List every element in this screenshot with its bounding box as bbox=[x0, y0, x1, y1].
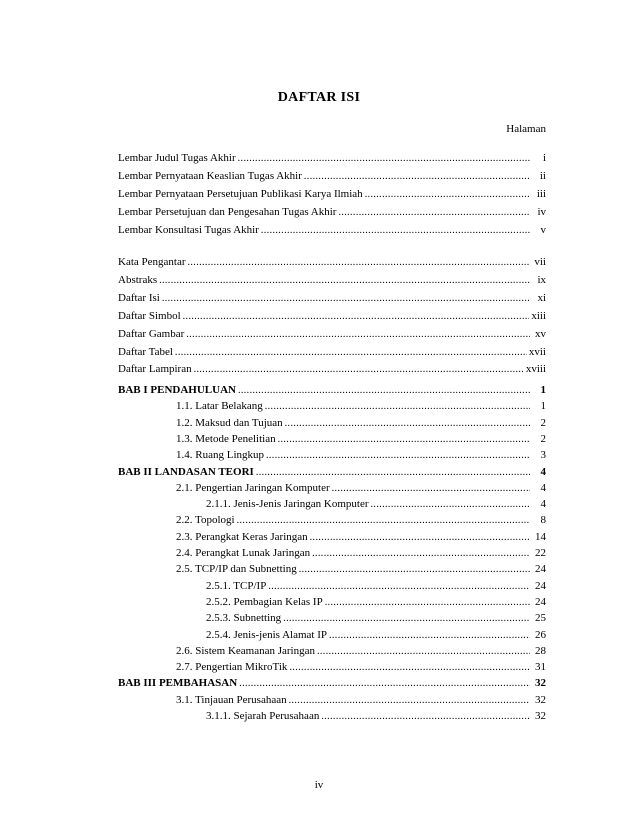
toc-entry-label: 2.4. Perangkat Lunak Jaringan bbox=[176, 547, 311, 559]
toc-entry-page: 24 bbox=[535, 595, 546, 608]
toc-entry-page: 28 bbox=[535, 644, 546, 657]
toc-entry-label: 2.5.2. Pembagian Kelas IP bbox=[206, 595, 323, 608]
toc-entry-label: 1.2. Maksud dan Tujuan bbox=[176, 416, 283, 429]
dot-leader bbox=[194, 362, 524, 378]
toc-entry-label: Lembar Pernyataan Keaslian Tugas Akhir bbox=[118, 169, 302, 182]
toc-entry-page: ii bbox=[539, 169, 546, 182]
dot-leader bbox=[299, 562, 530, 578]
toc-entry bbox=[176, 480, 546, 496]
dot-leader bbox=[312, 546, 530, 562]
dot-leader bbox=[325, 595, 530, 611]
toc-entry-label: 2.5. TCP/IP dan Subnetting bbox=[176, 563, 297, 576]
toc-entry bbox=[176, 512, 546, 528]
dot-leader bbox=[188, 255, 531, 271]
toc-entry-page: 24 bbox=[535, 579, 546, 592]
toc-entry-page: ix bbox=[537, 273, 546, 286]
toc-entry-page: 4 bbox=[540, 481, 546, 494]
dot-leader bbox=[321, 709, 530, 725]
dot-leader bbox=[278, 432, 530, 448]
toc-entry bbox=[118, 254, 546, 270]
toc-entry-page: 2 bbox=[540, 416, 546, 429]
toc-entry-page: 31 bbox=[535, 661, 546, 674]
toc-entry bbox=[118, 222, 546, 238]
toc-entry bbox=[206, 578, 546, 594]
toc-entry-label: 2.6. Sistem Keamanan Jaringan bbox=[176, 644, 315, 657]
dot-leader bbox=[261, 223, 530, 239]
toc-entry-label: Lembar Konsultasi Tugas Akhir bbox=[118, 223, 259, 236]
toc-entry bbox=[206, 496, 546, 512]
toc-entry-label: Abstraks bbox=[118, 273, 158, 286]
toc-entry-label: 2.7. Pengertian MikroTik bbox=[176, 661, 288, 674]
dot-leader bbox=[289, 693, 530, 709]
dot-leader bbox=[310, 530, 530, 546]
toc-entry bbox=[206, 610, 546, 626]
dot-leader bbox=[268, 579, 530, 595]
toc-entry-label: Lembar Judul Tugas Akhir bbox=[118, 152, 236, 164]
toc-entry-label: Lembar Persetujuan dan Pengesahan Tugas Akhir bbox=[118, 205, 337, 218]
toc-entry-page: 1 bbox=[540, 384, 546, 396]
toc-entry-page: 32 bbox=[535, 677, 546, 690]
toc-entry-page: 8 bbox=[540, 514, 546, 527]
toc-entry-page: 3 bbox=[540, 449, 546, 462]
toc-entry-label: 1.3. Metode Penelitian bbox=[176, 432, 276, 445]
toc-entry-label: BAB II LANDASAN TEORI bbox=[118, 465, 254, 478]
toc-entry-label: 2.5.4. Jenis-jenis Alamat IP bbox=[206, 628, 327, 641]
toc-entry-page: 2 bbox=[540, 432, 546, 445]
toc-entry bbox=[176, 643, 546, 659]
dot-leader bbox=[289, 660, 530, 676]
toc-entry-page: 1 bbox=[540, 400, 546, 413]
toc-entry bbox=[206, 627, 546, 643]
dot-leader bbox=[238, 383, 530, 399]
toc-entry bbox=[176, 659, 546, 675]
toc-entry-label: Daftar Simbol bbox=[118, 309, 181, 322]
toc-entry-label: Daftar Gambar bbox=[118, 327, 185, 340]
toc-entry-page: 14 bbox=[535, 530, 546, 543]
dot-leader bbox=[332, 481, 530, 497]
toc-entry bbox=[176, 545, 546, 561]
toc-entry-page: iv bbox=[537, 205, 546, 218]
page-title: DAFTAR ISI bbox=[277, 90, 361, 105]
toc-entry-page: xv bbox=[535, 327, 546, 340]
toc-entry-label: 2.1.1. Jenis-Jenis Jaringan Komputer bbox=[206, 498, 369, 511]
toc-entry-page: 32 bbox=[535, 693, 546, 706]
toc-chapter-entry bbox=[118, 464, 546, 480]
toc-entry bbox=[176, 431, 546, 447]
dot-leader bbox=[256, 465, 530, 481]
toc-entry-page: 4 bbox=[540, 465, 546, 478]
dot-leader bbox=[266, 448, 530, 464]
toc-entry bbox=[176, 415, 546, 431]
toc-chapter-entry bbox=[118, 675, 546, 691]
toc-entry-label: 1.4. Ruang Lingkup bbox=[176, 449, 264, 462]
toc-entry bbox=[176, 398, 546, 414]
toc-entry-page: i bbox=[542, 152, 546, 164]
halaman-header: Halaman bbox=[506, 123, 546, 135]
toc-entry-page: 26 bbox=[535, 628, 546, 641]
dot-leader bbox=[239, 676, 530, 692]
toc-entry-label: Daftar Isi bbox=[118, 291, 160, 304]
toc-entry-label: 2.2. Topologi bbox=[176, 514, 235, 527]
toc-entry-page: v bbox=[540, 223, 546, 236]
toc-entry bbox=[118, 186, 546, 202]
dot-leader bbox=[365, 187, 530, 203]
toc-entry bbox=[176, 447, 546, 463]
dot-leader bbox=[186, 327, 530, 343]
toc-entry-label: Daftar Tabel bbox=[118, 345, 173, 358]
toc-entry-label: 2.3. Perangkat Keras Jaringan bbox=[176, 530, 308, 543]
toc-entry bbox=[206, 594, 546, 610]
toc-entry-page: 25 bbox=[535, 612, 546, 625]
toc-entry bbox=[118, 361, 546, 377]
toc-entry bbox=[176, 692, 546, 708]
toc-entry bbox=[118, 272, 546, 288]
dot-leader bbox=[371, 497, 530, 513]
toc-entry-label: 3.1.1. Sejarah Perusahaan bbox=[206, 710, 320, 722]
toc-entry bbox=[118, 168, 546, 184]
dot-leader bbox=[175, 345, 527, 361]
toc-entry-label: Lembar Pernyataan Persetujuan Publikasi Karya Ilmiah bbox=[118, 187, 363, 200]
dot-leader bbox=[162, 291, 530, 307]
toc-entry bbox=[118, 150, 546, 166]
toc-entry-page: vii bbox=[534, 256, 546, 268]
toc-entry bbox=[176, 529, 546, 545]
toc-entry-label: 2.5.3. Subnetting bbox=[206, 612, 282, 625]
dot-leader bbox=[338, 205, 530, 221]
toc-entry-label: 2.1. Pengertian Jaringan Komputer bbox=[176, 481, 330, 494]
toc-entry bbox=[118, 290, 546, 306]
toc-entry bbox=[118, 308, 546, 324]
dot-leader bbox=[238, 151, 530, 167]
toc-entry-label: Kata Pengantar bbox=[118, 256, 186, 268]
toc-entry-page: xvii bbox=[528, 345, 546, 358]
dot-leader bbox=[285, 416, 530, 432]
toc-entry-label: 3.1. Tinjauan Perusahaan bbox=[176, 693, 287, 706]
toc-entry-label: 1.1. Latar Belakang bbox=[176, 400, 263, 413]
toc-entry-page: xviii bbox=[525, 363, 546, 376]
toc-entry-label: Daftar Lampiran bbox=[118, 363, 192, 376]
dot-leader bbox=[265, 399, 530, 415]
toc-entry-label: BAB I PENDAHULUAN bbox=[118, 384, 236, 396]
toc-entry-page: xiii bbox=[531, 309, 546, 322]
dot-leader bbox=[237, 513, 530, 529]
dot-leader bbox=[159, 273, 530, 289]
toc-entry-page: 4 bbox=[540, 498, 546, 511]
toc-entry bbox=[176, 561, 546, 577]
toc-entry-page: iii bbox=[536, 187, 546, 200]
toc-entry-label: BAB III PEMBAHASAN bbox=[118, 677, 238, 690]
toc-entry-page: 24 bbox=[535, 563, 546, 576]
dot-leader bbox=[317, 644, 530, 660]
toc-entry bbox=[118, 204, 546, 220]
toc-entry-label: 2.5.1. TCP/IP bbox=[206, 579, 267, 592]
toc-entry bbox=[118, 326, 546, 342]
dot-leader bbox=[329, 628, 530, 644]
dot-leader bbox=[183, 309, 530, 325]
toc-entry-page: xi bbox=[537, 291, 546, 304]
page-number-footer: iv bbox=[314, 779, 324, 791]
toc-entry-page: 32 bbox=[535, 710, 546, 722]
dot-leader bbox=[304, 169, 530, 185]
toc-chapter-entry bbox=[118, 382, 546, 398]
toc-entry bbox=[118, 344, 546, 360]
toc-entry-page: 22 bbox=[535, 547, 546, 559]
dot-leader bbox=[283, 611, 530, 627]
toc-entry bbox=[206, 708, 546, 724]
